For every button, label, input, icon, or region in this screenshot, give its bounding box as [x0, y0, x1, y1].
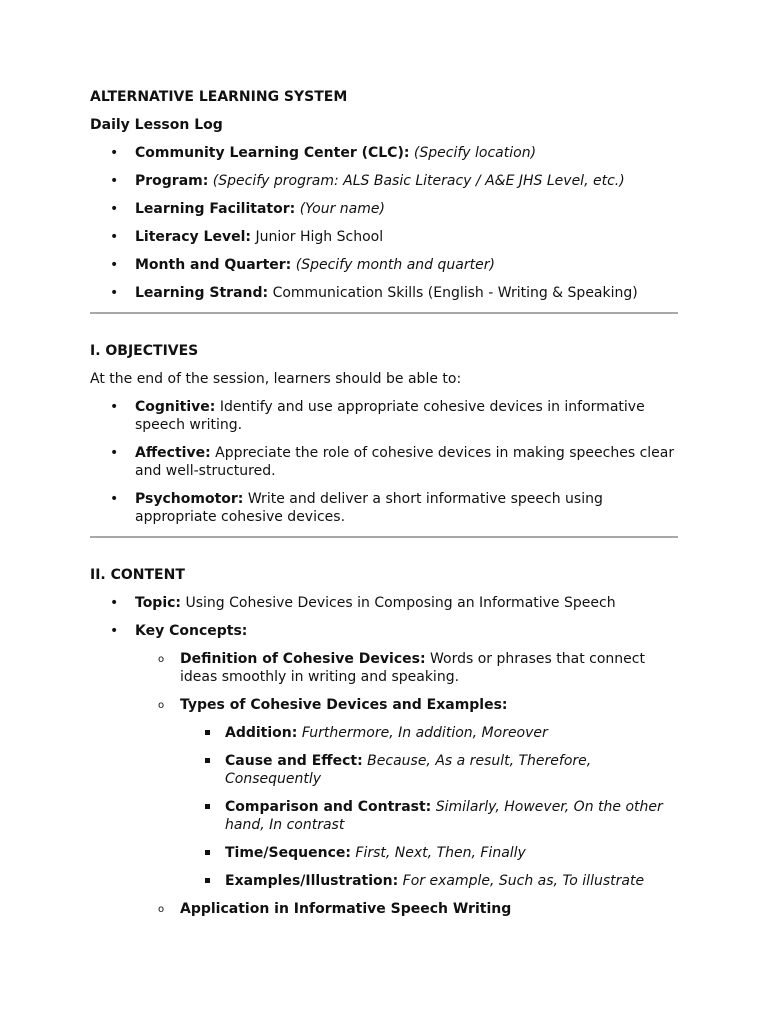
field-value: (Specify program: ALS Basic Literacy / A&E JHS Level, etc.) — [212, 173, 625, 189]
objective-text: Appreciate the role of cohesive devices in making speeches clear and well-structured. — [135, 445, 675, 479]
field-value: Communication Skills (English - Writing & Speaking) — [272, 285, 638, 301]
objective-label: Cognitive: — [135, 399, 216, 415]
device-label: Examples/Illustration: — [225, 873, 399, 889]
device-examples: First, Next, Then, Finally — [355, 845, 526, 861]
header-field-clc — [90, 144, 678, 162]
field-value: (Specify month and quarter) — [295, 257, 495, 273]
content-key-concepts — [90, 622, 678, 918]
document-title: ALTERNATIVE LEARNING SYSTEM — [90, 89, 348, 105]
objective-cognitive — [90, 398, 678, 434]
concept-text: Words or phrases that connect ideas smoothly in writing and speaking. — [180, 651, 645, 685]
concept-label: Types of Cohesive Devices and Examples: — [180, 697, 508, 713]
concept-label: Definition of Cohesive Devices: — [180, 651, 426, 667]
topic-text: Using Cohesive Devices in Composing an Informative Speech — [185, 595, 616, 611]
header-field-month-quarter — [90, 256, 678, 274]
header-field-literacy-level — [90, 228, 678, 246]
concept-types — [135, 696, 678, 890]
field-label: Program: — [135, 173, 209, 189]
document-subtitle: Daily Lesson Log — [90, 117, 223, 133]
field-value: (Your name) — [299, 201, 385, 217]
concept-application — [135, 900, 678, 918]
device-label: Cause and Effect: — [225, 753, 363, 769]
device-label: Comparison and Contrast: — [225, 799, 432, 815]
content-heading: II. CONTENT — [90, 567, 185, 583]
concept-definition — [135, 650, 678, 686]
key-concepts-list — [135, 650, 678, 918]
objective-affective — [90, 444, 678, 480]
field-label: Literacy Level: — [135, 229, 251, 245]
device-examples: For example, Such as, To illustrate — [402, 873, 645, 889]
device-type-cause-effect — [180, 752, 678, 788]
header-field-program — [90, 172, 678, 190]
device-type-examples-illustration — [180, 872, 678, 890]
header-field-learning-strand — [90, 284, 678, 302]
device-examples: Similarly, However, On the other hand, In contrast — [225, 799, 663, 833]
objective-text: Write and deliver a short informative speech using appropriate cohesive devices. — [135, 491, 603, 525]
header-field-facilitator — [90, 200, 678, 218]
objectives-intro: At the end of the session, learners should be able to: — [90, 371, 462, 387]
topic-label: Topic: — [135, 595, 182, 611]
objective-text: Identify and use appropriate cohesive devices in informative speech writing. — [135, 399, 645, 433]
objectives-heading: I. OBJECTIVES — [90, 343, 199, 359]
section-divider — [90, 312, 678, 314]
key-concepts-label: Key Concepts: — [135, 623, 248, 639]
content-list — [90, 594, 678, 918]
device-type-addition — [180, 724, 678, 742]
field-label: Community Learning Center (CLC): — [135, 145, 410, 161]
section-divider — [90, 536, 678, 538]
field-value: (Specify location) — [413, 145, 537, 161]
field-value: Junior High School — [255, 229, 384, 245]
device-type-comparison-contrast — [180, 798, 678, 834]
device-examples: Because, As a result, Therefore, Consequently — [225, 753, 592, 787]
content-topic — [90, 594, 678, 612]
header-field-list — [90, 144, 678, 302]
field-label: Learning Strand: — [135, 285, 269, 301]
document-page — [90, 88, 678, 928]
objectives-list — [90, 398, 678, 526]
device-label: Time/Sequence: — [225, 845, 351, 861]
objective-psychomotor — [90, 490, 678, 526]
field-label: Month and Quarter: — [135, 257, 292, 273]
device-type-list — [180, 724, 678, 890]
objective-label: Psychomotor: — [135, 491, 244, 507]
field-label: Learning Facilitator: — [135, 201, 296, 217]
objective-label: Affective: — [135, 445, 211, 461]
concept-label: Application in Informative Speech Writing — [180, 901, 512, 917]
device-label: Addition: — [225, 725, 298, 741]
device-type-time-sequence — [180, 844, 678, 862]
device-examples: Furthermore, In addition, Moreover — [301, 725, 548, 741]
